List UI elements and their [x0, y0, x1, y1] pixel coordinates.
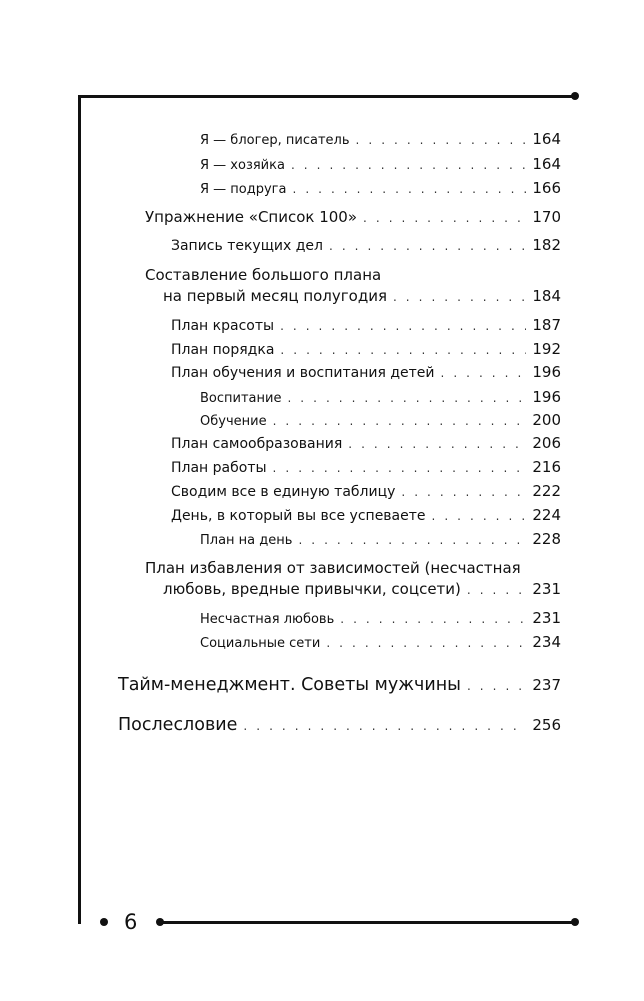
toc-entry [171, 434, 561, 452]
toc-entry-label: Социальные сети [200, 636, 321, 651]
dot-leader [287, 391, 526, 405]
toc-entry-label: План порядка [171, 342, 275, 358]
dot-leader [432, 509, 527, 523]
toc-entry-label: План обучения и воспитания детей [171, 365, 435, 381]
toc-entry-page: 164 [532, 130, 561, 148]
toc-entry-label: Воспитание [200, 391, 282, 406]
dot-leader [363, 211, 526, 225]
toc-entry-label: Запись текущих дел [171, 238, 323, 254]
toc-entry-page: 164 [532, 155, 561, 173]
dot-leader [243, 719, 526, 733]
toc-entry-page: 166 [532, 179, 561, 197]
toc-entry [163, 287, 561, 305]
toc-entry [145, 208, 561, 226]
toc-entry-label: План на день [200, 533, 293, 548]
toc-entry-label: План работы [171, 460, 267, 476]
dot-leader [298, 533, 526, 547]
toc-entry [171, 340, 561, 358]
toc-entry [200, 155, 561, 173]
toc-entry-page: 231 [532, 580, 561, 598]
toc-entry [171, 236, 561, 254]
toc-entry [171, 363, 561, 381]
toc-entry-label: День, в который вы все успеваете [171, 508, 426, 524]
dot-leader [440, 366, 526, 380]
frame-dot-bottom-left [100, 918, 108, 926]
dot-leader [340, 612, 526, 626]
toc-entry [171, 482, 561, 500]
frame-bottom-rule [160, 921, 575, 924]
dot-leader [280, 343, 526, 357]
toc-entry [200, 179, 561, 197]
frame-dot-bottom-right [571, 918, 579, 926]
toc-entry [118, 715, 561, 735]
toc-entry-label: любовь, вредные привычки, соцсети) [163, 580, 461, 598]
toc-entry-page: 256 [532, 716, 561, 734]
toc-entry-label-line1: План избавления от зависимостей (несчастная [145, 559, 521, 577]
toc-entry-label: Тайм-менеджмент. Советы мужчины [118, 675, 461, 695]
dot-leader [467, 679, 526, 693]
toc-entry [171, 316, 561, 334]
toc-entry-page: 187 [532, 316, 561, 334]
toc-entry [200, 530, 561, 548]
toc-entry-label: на первый месяц полугодия [163, 287, 387, 305]
frame-dot-bottom-middle [156, 918, 164, 926]
toc-entry-label: План красоты [171, 318, 275, 334]
toc-entry-page: 237 [532, 676, 561, 694]
page-number: 6 [124, 910, 138, 934]
toc-entry-page: 184 [532, 287, 561, 305]
dot-leader [393, 290, 526, 304]
dot-leader [348, 437, 526, 451]
toc-entry-label: Я — подруга [200, 182, 287, 197]
toc-entry-page: 228 [532, 530, 561, 548]
toc-entry-page: 196 [532, 388, 561, 406]
toc-entry-label: Упражнение «Список 100» [145, 208, 358, 226]
dot-leader [273, 414, 527, 428]
toc-entry [200, 411, 561, 429]
toc-entry-label-line1: Составление большого плана [145, 266, 382, 284]
toc-entry [118, 675, 561, 695]
toc-entry-page: 206 [532, 434, 561, 452]
toc-entry-label: Я — блогер, писатель [200, 133, 350, 148]
toc-entry [200, 130, 561, 148]
toc-entry-label: План самообразования [171, 436, 343, 452]
toc-entry [200, 388, 561, 406]
toc-entry [171, 506, 561, 524]
toc-entry-label: Обучение [200, 414, 267, 429]
toc-entry-page: 192 [532, 340, 561, 358]
dot-leader [280, 319, 526, 333]
toc-entry-label: Сводим все в единую таблицу [171, 484, 396, 500]
toc-entry-page: 200 [532, 411, 561, 429]
toc-entry-page: 224 [532, 506, 561, 524]
frame-left-rule [78, 95, 81, 924]
toc-entry-page: 234 [532, 633, 561, 651]
toc-entry-page: 196 [532, 363, 561, 381]
toc-entry-page: 170 [532, 208, 561, 226]
toc-entry [163, 580, 561, 598]
toc-entry-page: 231 [532, 609, 561, 627]
dot-leader [326, 636, 526, 650]
dot-leader [356, 133, 527, 147]
dot-leader [401, 485, 526, 499]
frame-dot-top-right [571, 92, 579, 100]
dot-leader [292, 182, 526, 196]
dot-leader [467, 583, 526, 597]
toc-entry-page: 222 [532, 482, 561, 500]
frame-top-rule [78, 95, 575, 98]
toc-entry-page: 216 [532, 458, 561, 476]
toc-entry [200, 633, 561, 651]
toc-entry-label: Я — хозяйка [200, 158, 285, 173]
dot-leader [291, 158, 526, 172]
toc-entry [200, 609, 561, 627]
toc-entry-label: Послесловие [118, 715, 238, 735]
dot-leader [329, 239, 526, 253]
toc-entry-label: Несчастная любовь [200, 612, 335, 627]
toc-entry [171, 458, 561, 476]
dot-leader [273, 461, 527, 475]
toc-entry-page: 182 [532, 236, 561, 254]
